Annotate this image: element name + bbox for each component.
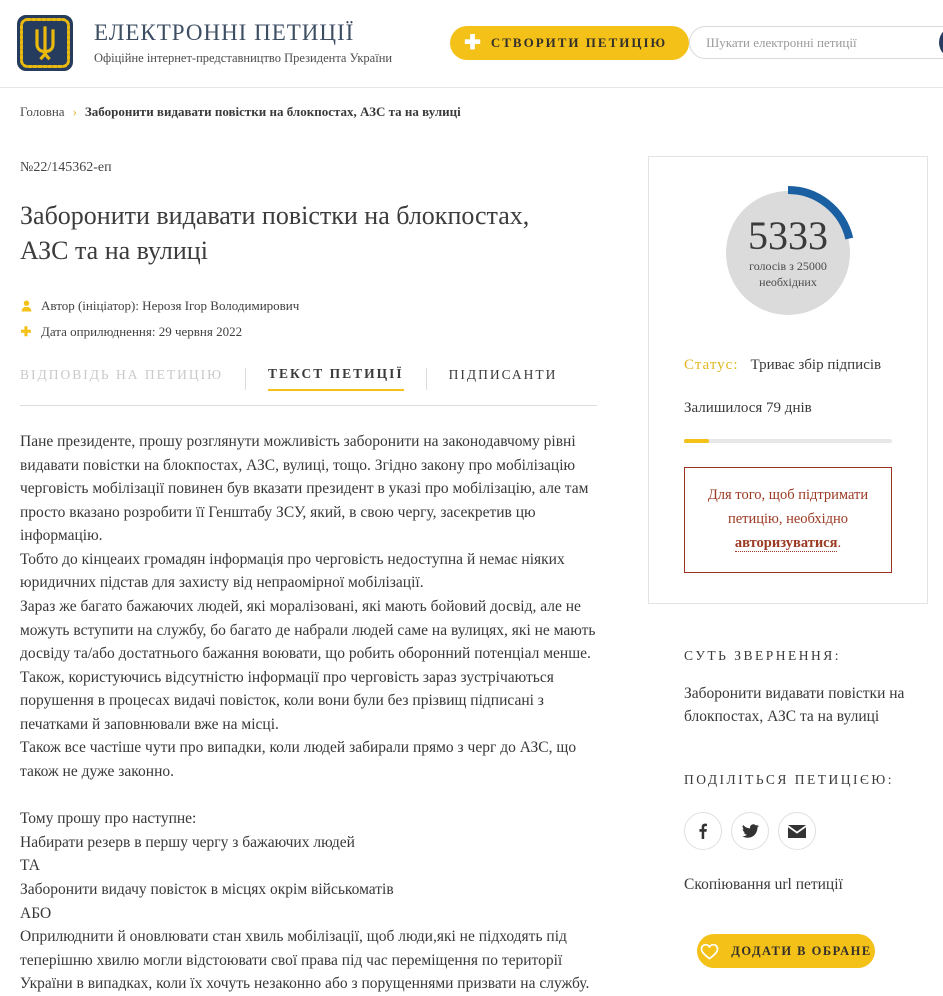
petition-number: №22/145362-еп <box>20 160 112 175</box>
body-paragraph: Також, користуючись відсутністю інформації про черговість зараз зустрічаються порушення в процесах видачі повісток, коли вони були без прізвищ підписані з печатками й заповнювали вже на місці. <box>20 668 554 733</box>
body-paragraph: Також все частіше чути про випадки, коли людей забирали прямо з черг до АЗС, що також не дуже законно. <box>20 739 577 780</box>
share-title: ПОДІЛІТЬСЯ ПЕТИЦІЄЮ: <box>684 772 895 788</box>
tabs-divider-line <box>20 405 597 406</box>
site-header <box>0 0 943 88</box>
body-paragraph: АБО <box>20 904 52 922</box>
body-paragraph: Тому прошу про наступне: <box>20 810 197 828</box>
copy-url-link[interactable]: Скопіювання url петиції <box>684 876 843 894</box>
essence-section <box>648 648 928 969</box>
author-row <box>20 298 597 314</box>
search-input[interactable] <box>689 26 943 59</box>
auth-note-suffix: . <box>837 534 842 551</box>
tab-signatories[interactable]: ПІДПИСАНТИ <box>448 367 558 383</box>
search-bar <box>689 26 943 59</box>
body-paragraph: Заборонити видачу повісток в місцях окрім військоматів <box>20 881 394 899</box>
date-row <box>20 324 597 340</box>
share-twitter-button[interactable] <box>731 812 769 850</box>
breadcrumb-home-link[interactable]: Головна <box>20 104 65 119</box>
days-progress-bar <box>684 439 892 443</box>
share-buttons <box>684 812 928 850</box>
main-content <box>0 130 943 996</box>
status-value: Триває збір підписів <box>750 357 882 373</box>
auth-note-text: Для того, щоб підтримати петицію, необхідно <box>707 487 869 527</box>
coat-of-arms-logo[interactable] <box>16 14 74 72</box>
tab-divider <box>426 368 427 390</box>
body-paragraph: Зараз же багато бажаючих людей, які моралізовані, які мають бойовий досвід, але не можуть вступити на службу, бо багато де набрали людей саме на вулицях, які не мають досвіду та/або достатнього бажання воювати, що робить оборонний потенціал менше. <box>20 598 596 663</box>
essence-text: Заборонити видавати повістки на блокпостах, АЗС та на вулиці <box>684 684 905 726</box>
breadcrumb-current: Заборонити видавати повістки на блокпостах, АЗС та на вулиці <box>84 104 461 119</box>
body-paragraph: Набирати резерв в першу чергу з бажаючих людей <box>20 833 355 851</box>
breadcrumb-separator-icon: › <box>72 104 77 119</box>
petition-column <box>20 156 597 996</box>
body-paragraph: Оприлюднити й оновлювати стан хвиль мобілізації, щоб люди,які не підходять під теперішню хвилю могли відстоювати свої права під час переміщення по території України в випадках, коли їх хочуть незаконно або з порущеннями призвати на службу. <box>20 928 590 993</box>
author-person-icon <box>20 300 32 312</box>
heart-icon <box>700 943 719 960</box>
vote-count: 5333 <box>748 212 828 258</box>
plus-icon: ✚ <box>464 31 481 54</box>
auth-required-note <box>684 467 892 573</box>
days-progress-fill <box>684 439 709 443</box>
days-left: Залишилося 79 днів <box>684 400 812 416</box>
create-petition-button[interactable] <box>450 26 689 60</box>
date-plus-icon: ✚ <box>20 324 32 340</box>
vote-card <box>648 156 928 604</box>
status-label: Статус: <box>684 357 739 373</box>
sidebar <box>648 156 928 996</box>
body-paragraph: Тобто до кінцеаих громадян інформація про черговість недоступна й немає ніяких юридичних підстав для захисту від непраомірної мобілізації. <box>20 550 565 592</box>
brand-block <box>94 20 392 66</box>
vote-gauge <box>718 183 858 323</box>
site-title[interactable]: ЕЛЕКТРОННІ ПЕТИЦІЇ <box>94 19 355 45</box>
status-row <box>684 357 892 374</box>
petition-body-text <box>20 430 597 996</box>
author-line: Автор (ініціатор): Нерозя Ігор Володимирович <box>41 298 300 314</box>
date-line: Дата оприлюднення: 29 червня 2022 <box>41 324 243 340</box>
create-petition-label: СТВОРИТИ ПЕТИЦІЮ <box>490 34 668 50</box>
tab-divider <box>245 368 246 390</box>
authorize-link[interactable]: авторизуватися <box>734 534 838 551</box>
essence-title: СУТЬ ЗВЕРНЕННЯ: <box>684 647 842 663</box>
petition-meta <box>20 298 597 340</box>
tab-petition-text[interactable]: ТЕКСТ ПЕТИЦІЇ <box>268 366 404 391</box>
share-email-button[interactable] <box>778 812 816 850</box>
facebook-icon <box>695 823 711 839</box>
vote-subtext: голосів з 25000 необхідних <box>749 258 827 289</box>
body-paragraph: ТА <box>20 857 40 875</box>
petition-title: Заборонити видавати повістки на блокпостах, АЗС та на вулиці <box>20 201 530 266</box>
tab-response: ВІДПОВІДЬ НА ПЕТИЦІЮ <box>20 367 224 383</box>
share-facebook-button[interactable] <box>684 812 722 850</box>
add-to-favorites-label: ДОДАТИ В ОБРАНЕ <box>731 943 872 958</box>
email-icon <box>788 825 806 838</box>
petition-tabs <box>20 366 597 391</box>
site-subtitle: Офіційне інтернет-представництво Президента України <box>94 50 393 65</box>
body-paragraph: Пане президенте, прошу розглянути можливість заборонити на законодавчому рівні видавати повістки на блокпостах, АЗС, вулиці, тощо. Згідно закону про мобілізацію черговість мобілізації повинен був вказати президент в указі про мобілізацію, але там просто вказано розробити її Генштабу ЗСУ, який, в свою чергу, засекретив цю інформацію. <box>20 433 589 545</box>
breadcrumb <box>0 88 943 130</box>
add-to-favorites-button[interactable] <box>697 934 875 968</box>
twitter-icon <box>742 824 759 839</box>
